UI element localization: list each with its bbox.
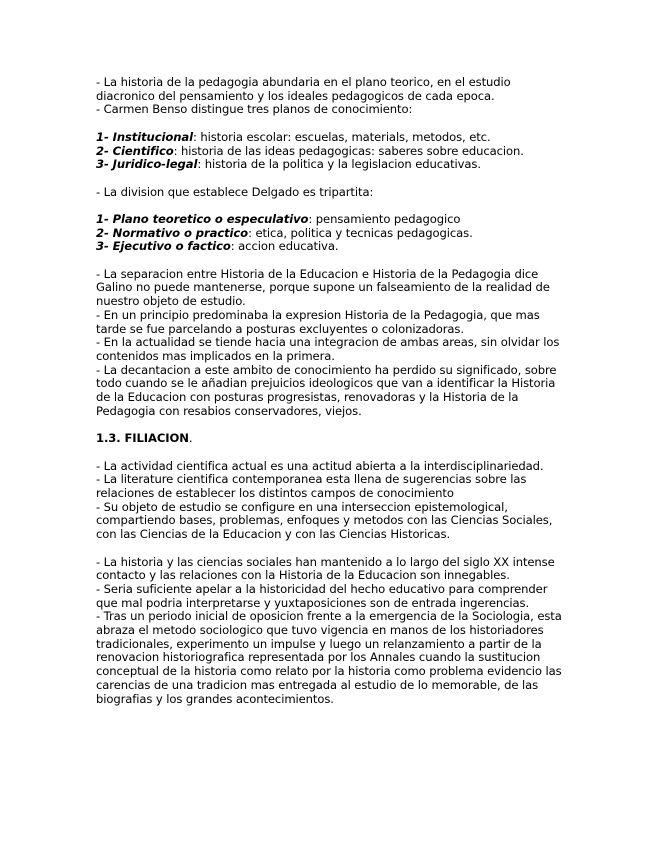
paragraph: - La historia de la pedagogia abundaria en el plano teorico, en el estudio diacronico del pensamiento y los ideales pedagogicos de cada epoca. [96,75,511,103]
paragraph: - En un principio predominaba la expresion Historia de la Pedagogia, que mas tarde se fue parcelando a posturas excluyentes o colonizadoras. [96,307,540,336]
spacer [96,254,566,268]
list-desc: : accion educativa. [230,239,339,254]
section-heading [96,432,566,446]
document-page [96,76,566,706]
paragraph: - La division que establece Delgado es tripartita: [96,184,374,199]
paragraph: - Tras un periodo inicial de oposicion frente a la emergencia de la Sociologia, esta abraza el metodo sociologico que tuvo vigencia en manos de los historiadores tradicionales, experimento un impulse y luego un relanzamiento a partir de la renovacion historiografica representada por los Annales cuando la sustitucion conceptual de la historia como relato por la historia como problema evidencio las carencias de una tradicion mas entregada al estudio de lo memorable, de las biografias y los grandes acontecimientos. [96,609,562,706]
paragraph: - La literature cientifica contemporanea esta llena de sugerencias sobre las relaciones de establecer los distintos campos de conocimiento [96,472,527,500]
list-term: 2- Cientifico [96,143,174,158]
paragraph: - Su objeto de estudio se configure en una interseccion epistemological, compartiendo bases, problemas, enfoques y metodos con las Ciencias Sociales, con las Ciencias de la Educacion y con las Ciencias Historicas. [96,499,553,542]
paragraph: - En la actualidad se tiende hacia una integracion de ambas areas, sin olvidar los contenidos mas implicados en la primera. [96,335,560,363]
spacer [96,199,566,213]
list-item [96,213,566,227]
section-heading-bold: 1.3. FILIACION [96,431,189,446]
list-item [96,158,566,172]
paragraph: - Seria suficiente apelar a la historicidad del hecho educativo para comprender que mal podria interpretarse y yuxtaposiciones son de entrada ingerencias. [96,581,548,610]
paragraph: - La decantacion a este ambito de conocimiento ha perdido su significado, sobre todo cuando se le añadian prejuicios ideologicos que van a identificar la Historia de la Educacion con posturas progresistas, renovadoras y la Historia de la Pedagogia con resabios conservadores, viejos. [96,362,557,418]
spacer [96,419,566,433]
list-desc: : pensamiento pedagogico [308,211,461,226]
paragraph: - La historia y las ciencias sociales han mantenido a lo largo del siglo XX intense contacto y las relaciones con la Historia de la Educacion son innegables. [96,554,555,583]
list-desc: : etica, politica y tecnicas pedagogicas. [248,225,473,240]
list-term: 2- Normativo o practico [96,225,249,240]
list-desc: : historia de las ideas pedagogicas: saberes sobre educacion. [173,143,524,158]
section-heading-rest: . [188,431,193,446]
paragraph: - Carmen Benso distingue tres planos de conocimiento: [96,102,413,117]
list-item [96,145,566,159]
list-item [96,240,566,254]
paragraph: - La separacion entre Historia de la Educacion e Historia de la Pedagogia dice Galino no puede mantenerse, porque supone un falseamiento de la realidad de nuestro objeto de estudio. [96,266,550,309]
spacer [96,446,566,460]
list-item [96,131,566,145]
paragraph: - La actividad cientifica actual es una actitud abierta a la interdisciplinariedad. [96,458,544,473]
list-desc: : historia escolar: escuelas, materials, metodos, etc. [192,129,491,144]
spacer [96,117,566,131]
spacer [96,542,566,556]
list-desc: : historia de la politica y la legislacion educativas. [197,157,481,172]
list-item [96,227,566,241]
list-term: 3- Juridico-legal [96,157,198,172]
list-term: 1- Institucional [96,129,193,144]
list-term: 1- Plano teoretico o especulativo [96,211,309,226]
spacer [96,172,566,186]
list-term: 3- Ejecutivo o factico [96,239,231,254]
